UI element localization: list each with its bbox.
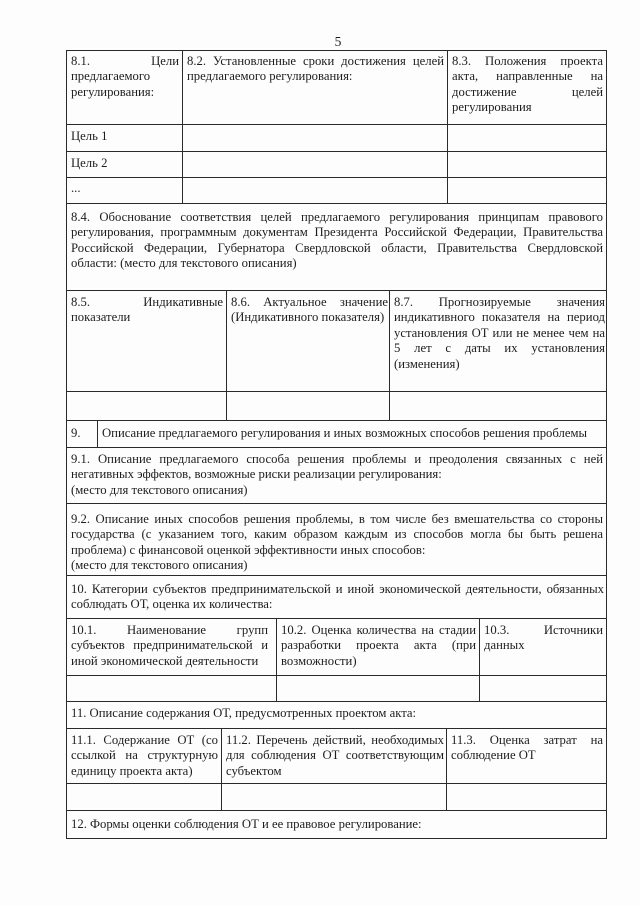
count-estimate-header-cell: 10.2. Оценка количества на стадии разработки проекта акта (при возможности): [277, 619, 480, 676]
data-sources-header-cell: 10.3. Источники данных: [480, 619, 607, 676]
goal-1-provision-cell: [448, 125, 607, 152]
section-9-title: Описание предлагаемого регулирования и иных возможных способов решения проблемы: [98, 421, 607, 448]
justification-text: 8.4. Обоснование соответствия целей предлагаемого регулирования принципам правового регулирования, программным документам Президента Российской Федерации, Правительства Российской Федерации, Губернатора Свердловской области, Правительства Свердловской области:: [71, 210, 603, 271]
justification-placeholder: (место для текстового описания): [120, 256, 297, 271]
proposed-solution-cell: [67, 448, 607, 504]
groups-value-cell: [67, 676, 277, 702]
alternative-solutions-placeholder: (место для текстового описания): [71, 558, 248, 573]
justification-block: [66, 204, 607, 291]
indicators-header-cell: 8.5. Индикативные показатели: [67, 291, 227, 392]
requirements-actions-header-cell: 11.2. Перечень действий, необходимых для соблюдения ОТ соответствующим субъектом: [222, 729, 447, 784]
goal-more-provision-cell: [448, 178, 607, 204]
section-9-header: [66, 421, 607, 448]
count-estimate-value-cell: [277, 676, 480, 702]
regulatory-form-table: [66, 50, 607, 839]
section-10-header: [66, 576, 607, 619]
goal-1-cell: Цель 1: [67, 125, 183, 152]
current-value-cell: [227, 392, 390, 421]
goal-2-deadline-cell: [183, 152, 448, 178]
section-10-title: 10. Категории субъектов предпринимательской и иной экономической деятельности, обязанных соблюдать ОТ, оценка их количества:: [67, 576, 607, 619]
indicator-value-cell: [67, 392, 227, 421]
proposed-solution-text: 9.1. Описание предлагаемого способа решения проблемы и преодоления связанных с ней негативных эффектов, возможные риски реализации регулирования:: [71, 452, 603, 482]
alternative-solutions-block: [66, 504, 607, 576]
section-12-title: 12. Формы оценки соблюдения ОТ и ее правовое регулирование:: [67, 811, 607, 839]
section-12-header: [66, 811, 607, 839]
proposed-solution-placeholder: (место для текстового описания): [71, 482, 248, 497]
requirements-costs-value-cell: [447, 784, 607, 811]
data-sources-value-cell: [480, 676, 607, 702]
goal-more-cell: ...: [67, 178, 183, 204]
deadlines-header-cell: 8.2. Установленные сроки достижения целей предлагаемого регулирования:: [183, 51, 448, 125]
forecast-value-cell: [390, 392, 607, 421]
requirements-content-value-cell: [67, 784, 222, 811]
subjects-table: [66, 619, 607, 702]
goals-table: [66, 50, 607, 204]
justification-cell: [67, 204, 607, 291]
goal-2-cell: Цель 2: [67, 152, 183, 178]
requirements-actions-value-cell: [222, 784, 447, 811]
provisions-header-cell: 8.3. Положения проекта акта, направленные на достижение целей регулирования: [448, 51, 607, 125]
alternative-solutions-cell: [67, 504, 607, 576]
requirements-table: [66, 729, 607, 811]
proposed-solution-block: [66, 448, 607, 504]
requirements-content-header-cell: 11.1. Содержание ОТ (со ссылкой на структурную единицу проекта акта): [67, 729, 222, 784]
groups-header-cell: 10.1. Наименование групп субъектов предпринимательской и иной экономической деятельности: [67, 619, 277, 676]
goal-2-provision-cell: [448, 152, 607, 178]
section-9-number: 9.: [67, 421, 98, 448]
page-number: 5: [334, 34, 342, 49]
current-value-header-cell: 8.6. Актуальное значение (Индикативного показателя): [227, 291, 390, 392]
goal-1-deadline-cell: [183, 125, 448, 152]
forecast-header-cell: 8.7. Прогнозируемые значения индикативного показателя на период установления ОТ или не менее чем на 5 лет с даты их установления (изменения): [390, 291, 607, 392]
goals-header-cell: 8.1. Цели предлагаемого регулирования:: [67, 51, 183, 125]
section-11-header: [66, 702, 607, 729]
alternative-solutions-text: 9.2. Описание иных способов решения проблемы, в том числе без вмешательства со стороны государства (с указанием того, каким образом каждым из способов могла бы быть решена проблема) с финансовой оценкой эффективности иных способов:: [71, 512, 603, 557]
requirements-costs-header-cell: 11.3. Оценка затрат на соблюдение ОТ: [447, 729, 607, 784]
indicators-table: [66, 291, 607, 421]
goal-more-deadline-cell: [183, 178, 448, 204]
section-11-title: 11. Описание содержания ОТ, предусмотренных проектом акта:: [67, 702, 607, 729]
